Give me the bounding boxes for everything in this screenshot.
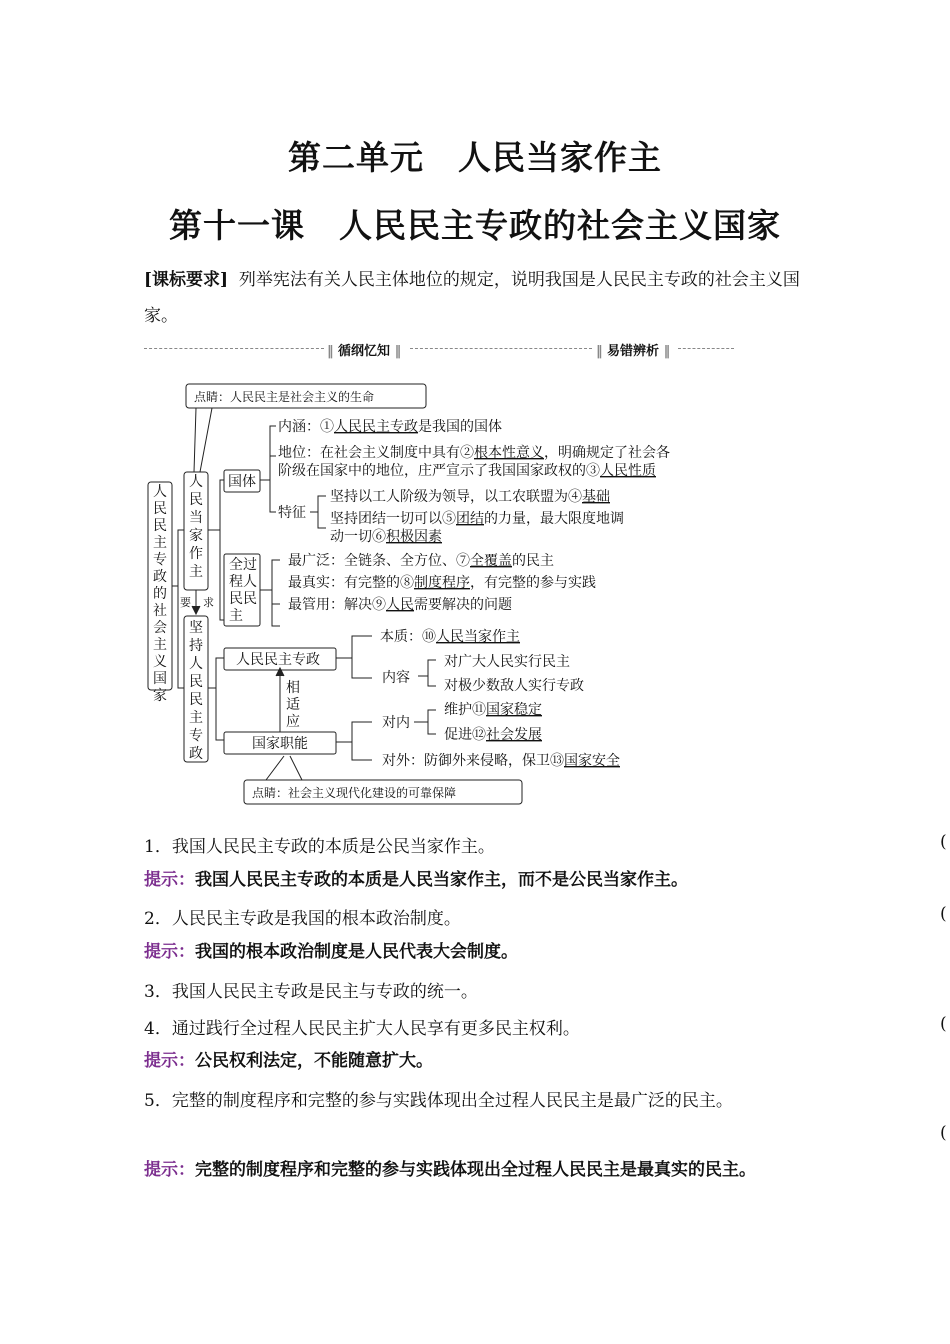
node-q-1: 最广泛：全链条、全方位、⑦全覆盖的民主 (288, 553, 554, 569)
course-requirement (144, 262, 814, 334)
item-4-paren: ( (940, 1014, 947, 1034)
note-top: 点睛：人民民主是社会主义的生命 (194, 390, 375, 404)
lesson-title: 第十一课 人民民主专政的社会主义国家 (169, 206, 781, 245)
node-tezheng: 特征 (278, 505, 306, 521)
mind-map (0, 370, 950, 810)
node-neihan: 内涵：①人民民主专政是我国的国体 (278, 419, 502, 435)
node-tz-1: 坚持以工人阶级为领导，以工农联盟为④基础 (330, 489, 610, 505)
mindmap-branch-2: 坚持人民民主专政 (189, 620, 203, 762)
node-diwei-1: 地位：在社会主义制度中具有②根本性意义，明确规定了社会各 (278, 445, 670, 461)
node-benzhi: 本质：⑩人民当家作主 (380, 629, 520, 645)
item-4-hint: 提示：公民权利法定，不能随意扩大。 (144, 1051, 433, 1071)
section-divider (144, 340, 734, 359)
requirement-label: [课标要求] (144, 270, 229, 290)
node-gjzn: 国家职能 (252, 736, 308, 752)
item-5-paren: ( (940, 1123, 947, 1143)
node-tz-2: 坚持团结一切可以⑤团结的力量，最大限度地调 (330, 511, 624, 527)
node-q-3: 最管用：解决⑨人民需要解决的问题 (288, 597, 512, 613)
section-review: ‖ 循纲忆知 ‖ (327, 344, 402, 359)
unit-title: 第二单元 人民当家作主 (288, 138, 662, 177)
node-tz-3: 动一切⑥积极因素 (330, 529, 442, 545)
node-duiwai: 对外：防御外来侵略，保卫⑬国家安全 (382, 753, 620, 769)
mindmap-branch-1: 人民当家作主 (189, 474, 203, 580)
node-dn-1: 维护⑪国家稳定 (444, 702, 542, 718)
node-duinei: 对内 (382, 715, 410, 731)
node-nr-1: 对广大人民实行民主 (444, 654, 570, 670)
link-label-right: 求 (203, 596, 214, 609)
section-errors: ‖ 易错辨析 ‖ (596, 344, 671, 359)
node-neirong: 内容 (382, 670, 410, 686)
item-2-hint: 提示：我国的根本政治制度是人民代表大会制度。 (144, 942, 518, 962)
item-5: 5．完整的制度程序和完整的参与实践体现出全过程人民民主是最广泛的民主。 (144, 1091, 733, 1111)
node-quanguocheng: 全过程人民民主 (229, 557, 257, 624)
requirement-text: 列举宪法有关人民主体地位的规定，说明我国是人民民主专政的社会主义国家。 (144, 270, 800, 326)
node-rmmzzz: 人民民主专政 (236, 652, 320, 668)
item-1-paren: ( (940, 832, 947, 852)
note-bottom: 点睛：社会主义现代化建设的可靠保障 (252, 786, 457, 800)
node-nr-2: 对极少数敌人实行专政 (444, 678, 584, 694)
node-xiangshiying: 相适应 (286, 680, 300, 730)
item-2: 2．人民民主专政是我国的根本政治制度。 (144, 909, 461, 929)
item-1: 1．我国人民民主专政的本质是公民当家作主。 (144, 837, 495, 857)
node-dn-2: 促进⑫社会发展 (444, 727, 542, 743)
mindmap-root: 人民民主专政的社会主义国家 (153, 484, 167, 704)
node-q-2: 最真实：有完整的⑧制度程序，有完整的参与实践 (288, 575, 596, 591)
node-guoti: 国体 (228, 474, 256, 490)
item-2-paren: ( (940, 904, 947, 924)
item-3: 3．我国人民民主专政是民主与专政的统一。 (144, 982, 478, 1002)
item-1-hint: 提示：我国人民民主专政的本质是人民当家作主，而不是公民当家作主。 (144, 870, 688, 890)
item-5-hint: 提示：完整的制度程序和完整的参与实践体现出全过程人民民主是最真实的民主。 (144, 1160, 756, 1180)
node-diwei-2: 阶级在国家中的地位，庄严宣示了我国国家政权的③人民性质 (278, 463, 656, 479)
item-4: 4．通过践行全过程人民民主扩大人民享有更多民主权利。 (144, 1019, 580, 1039)
link-label-left: 要 (180, 596, 191, 609)
